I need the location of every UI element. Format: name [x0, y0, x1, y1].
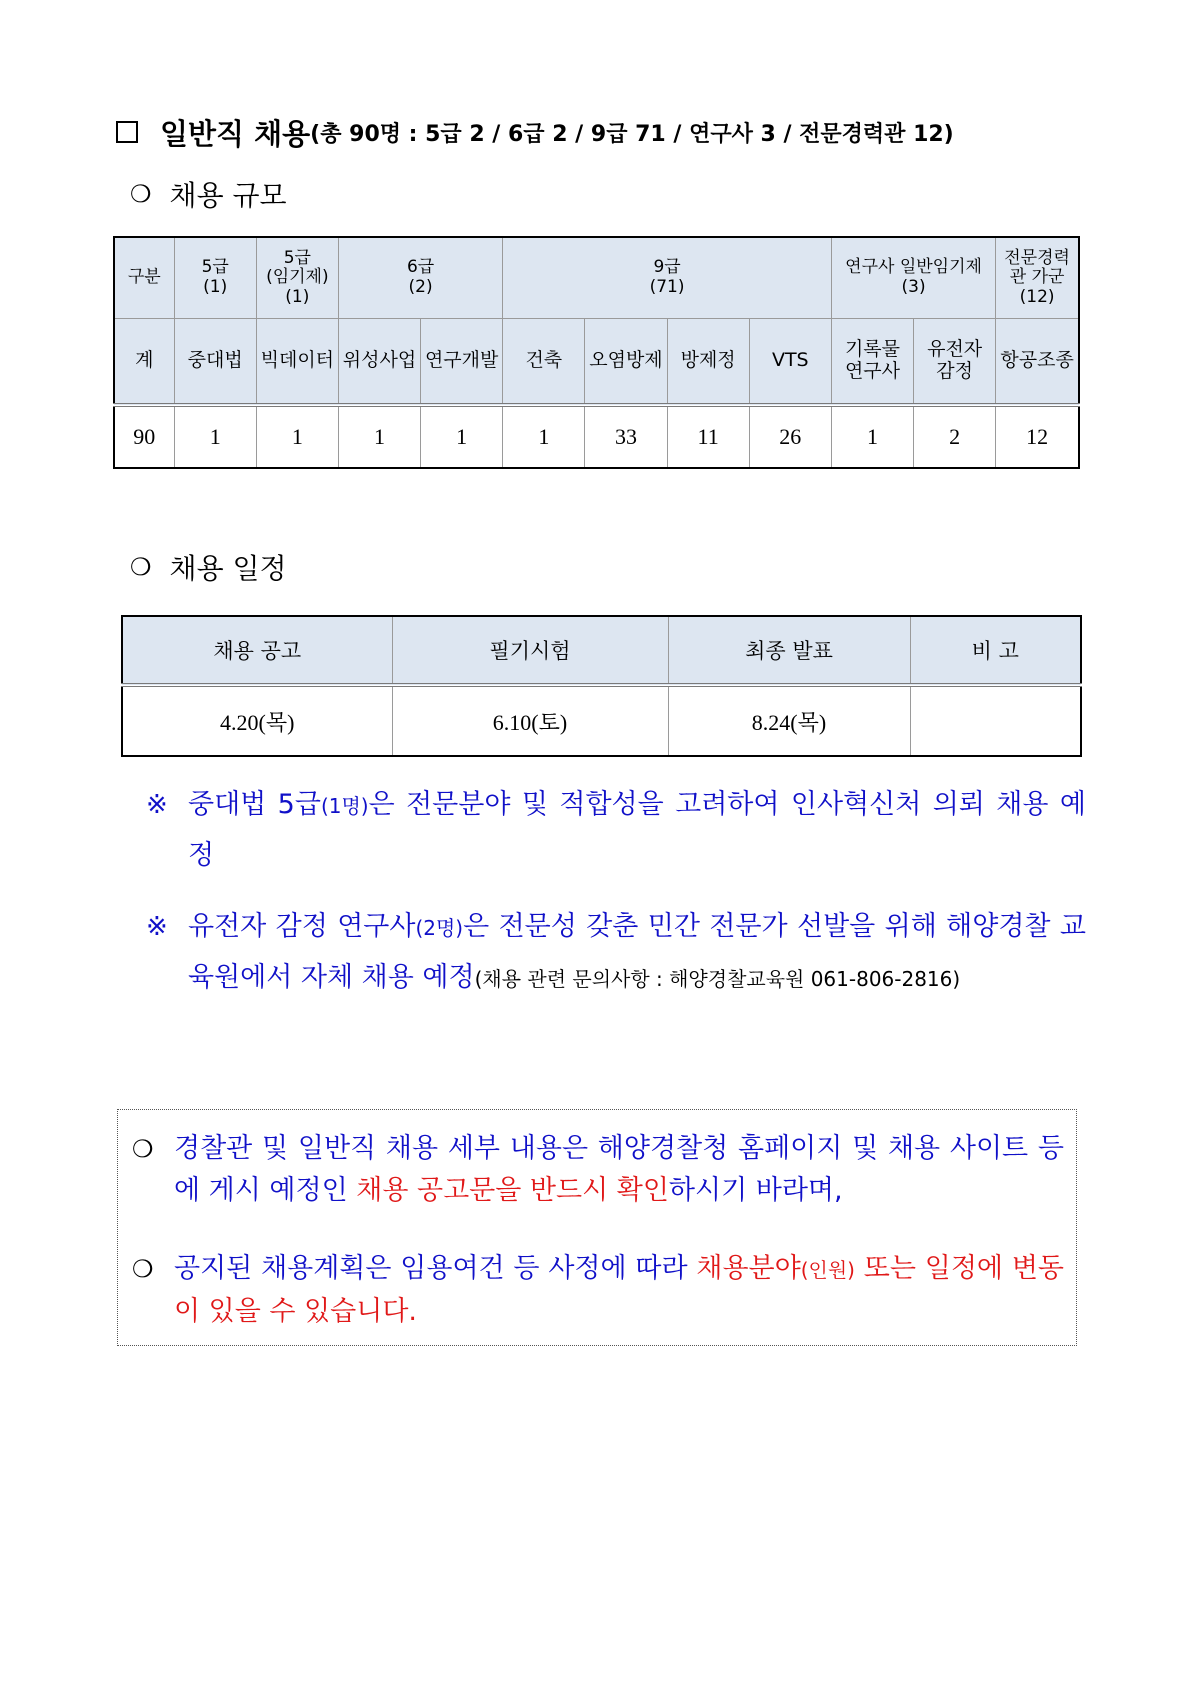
subheader-cell: 중대법: [174, 319, 256, 406]
subheader-cell: 기록물 연구사: [831, 319, 913, 406]
section-schedule-title: 채용 일정: [169, 552, 287, 585]
header-cell: 5급 (1): [174, 237, 256, 319]
note-text: 유전자 감정 연구사(2명)은 전문성 갖춘 민간 전문가 선발을 위해 해양경찰 교육원에서 자체 채용 예정(채용 관련 문의사항 : 해양경찰교육원 061-806-2816): [188, 911, 1086, 993]
notice-box: [117, 1109, 1077, 1346]
value-cell: 26: [749, 405, 831, 468]
notice-item-1: [132, 1128, 1064, 1212]
value-cell: 1: [338, 405, 420, 468]
header-cell: 채용 공고: [122, 616, 392, 685]
header-cell: 최종 발표: [668, 616, 910, 685]
subheader-cell: 오염방제: [585, 319, 667, 406]
value-cell: 12: [996, 405, 1079, 468]
circle-bullet-icon: ❍: [132, 1255, 154, 1283]
value-cell: 2: [914, 405, 996, 468]
subheader-cell: 유전자 감정: [914, 319, 996, 406]
header-cell: 6급 (2): [338, 237, 502, 319]
value-cell: 90: [114, 405, 174, 468]
section-heading-scale: [130, 174, 287, 214]
header-cell: 구분: [114, 237, 174, 319]
note-1: [146, 780, 1086, 881]
page-title: [116, 110, 1096, 154]
subheader-cell: VTS: [749, 319, 831, 406]
value-cell: 6.10(토): [392, 685, 668, 756]
note-2: [146, 902, 1086, 1004]
section-scale-title: 채용 규모: [169, 179, 287, 212]
note-text: 중대법 5급(1명)은 전문분야 및 적합성을 고려하여 인사혁신처 의뢰 채용 예정: [188, 789, 1086, 871]
table-row: [114, 405, 1079, 468]
reference-mark-icon: ※: [146, 912, 168, 942]
value-cell: 8.24(목): [668, 685, 910, 756]
value-cell: 33: [585, 405, 667, 468]
header-cell: 연구사 일반임기제 (3): [831, 237, 995, 319]
header-cell: 필기시험: [392, 616, 668, 685]
header-cell: 비 고: [910, 616, 1081, 685]
subheader-cell: 위성사업: [338, 319, 420, 406]
value-cell: 1: [503, 405, 585, 468]
notice-text: 경찰관 및 일반직 채용 세부 내용은 해양경찰청 홈페이지 및 채용 사이트 등에 게시 예정인 채용 공고문을 반드시 확인하시기 바라며,: [174, 1133, 1064, 1206]
circle-bullet-icon: ❍: [130, 553, 152, 581]
section-heading-schedule: [130, 547, 287, 587]
table-row: [122, 685, 1081, 756]
value-cell: 4.20(목): [122, 685, 392, 756]
subheader-cell: 계: [114, 319, 174, 406]
value-cell: 1: [831, 405, 913, 468]
table-header-row: [122, 616, 1081, 685]
notice-text: 공지된 채용계획은 임용여건 등 사정에 따라 채용분야(인원) 또는 일정에 변동이 있을 수 있습니다.: [174, 1253, 1064, 1327]
title-detail: (총 90명 : 5급 2 / 6급 2 / 9급 71 / 연구사 3 / 전문경력관 12): [310, 121, 954, 147]
header-cell: 전문경력 관 가군 (12): [996, 237, 1079, 319]
table-header-row: [114, 237, 1079, 319]
value-cell: 1: [421, 405, 503, 468]
value-cell: 1: [174, 405, 256, 468]
value-cell: 1: [256, 405, 338, 468]
reference-mark-icon: ※: [146, 790, 168, 820]
value-cell: 11: [667, 405, 749, 468]
header-cell: 5급 (임기제) (1): [256, 237, 338, 319]
subheader-cell: 건축: [503, 319, 585, 406]
checkbox-icon: [116, 121, 138, 143]
circle-bullet-icon: ❍: [130, 180, 152, 208]
subheader-cell: 빅데이터: [256, 319, 338, 406]
recruitment-scale-table: [113, 236, 1080, 469]
circle-bullet-icon: ❍: [132, 1135, 154, 1163]
title-main: 일반직 채용: [160, 116, 311, 151]
subheader-cell: 연구개발: [421, 319, 503, 406]
notice-item-2: [132, 1248, 1064, 1333]
header-cell: 9급 (71): [503, 237, 832, 319]
subheader-cell: 항공조종: [996, 319, 1079, 406]
value-cell: [910, 685, 1081, 756]
recruitment-schedule-table: [121, 615, 1082, 757]
table-subheader-row: [114, 319, 1079, 406]
subheader-cell: 방제정: [667, 319, 749, 406]
